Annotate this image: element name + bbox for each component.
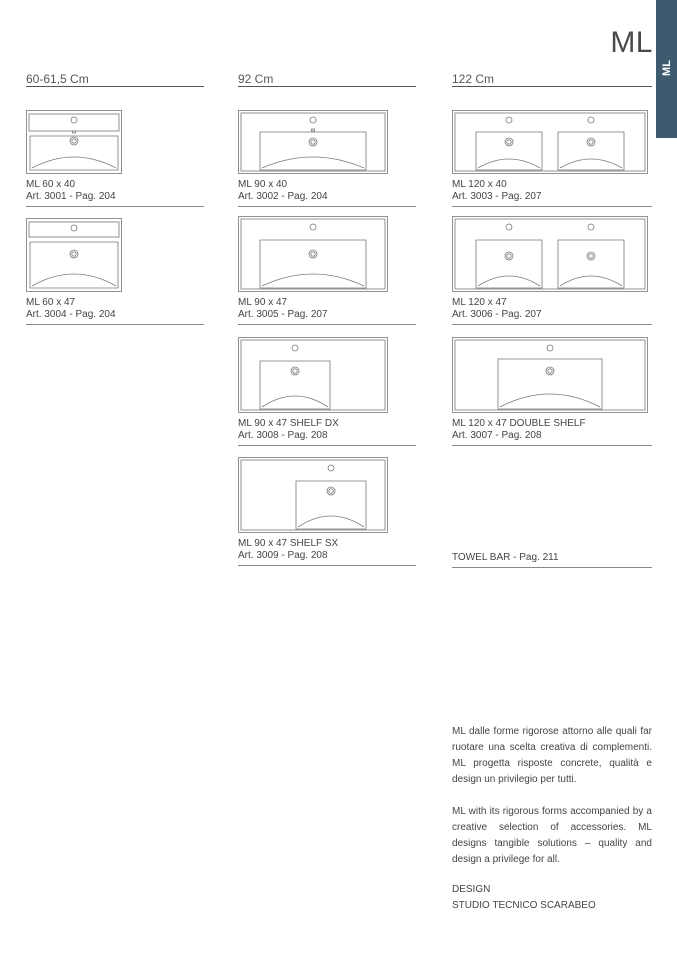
basin-drawing <box>238 216 388 292</box>
product-item <box>26 218 204 325</box>
basin-drawing <box>452 216 648 292</box>
divider <box>452 567 652 568</box>
product-ref: Art. 3007 - Pag. 208 <box>452 430 542 441</box>
description-italian: ML dalle forme rigorose attorno alle quali far ruotare una scelta creativa di complementi. ML progetta risposte concrete, qualità e design un privilegio per tutti. <box>452 726 652 785</box>
basin-drawing <box>26 218 122 292</box>
basin-drawing <box>238 457 388 533</box>
divider <box>452 206 652 207</box>
product-ref: Art. 3002 - Pag. 204 <box>238 191 328 202</box>
product-item <box>238 110 416 207</box>
product-ref: Art. 3009 - Pag. 208 <box>238 550 328 561</box>
column-header-60: 60-61,5 Cm <box>26 74 204 87</box>
product-ref: Art. 3005 - Pag. 207 <box>238 309 328 320</box>
product-ref: Art. 3006 - Pag. 207 <box>452 309 542 320</box>
product-ref: Art. 3001 - Pag. 204 <box>26 191 116 202</box>
product-item <box>452 216 652 325</box>
brand-title: ML <box>610 26 653 59</box>
product-name: ML 60 x 47 <box>26 297 76 308</box>
product-item <box>26 110 204 207</box>
product-name: ML 120 x 47 DOUBLE SHELF <box>452 418 586 429</box>
basin-drawing <box>452 337 648 413</box>
product-item <box>238 457 416 566</box>
basin-drawing <box>26 110 122 174</box>
side-tab-label: ML <box>660 60 673 76</box>
divider <box>238 206 416 207</box>
divider <box>26 206 204 207</box>
design-label: DESIGN <box>452 884 491 895</box>
product-name: ML 60 x 40 <box>26 179 76 190</box>
product-item <box>452 110 652 207</box>
product-item <box>238 337 416 446</box>
product-ref: Art. 3003 - Pag. 207 <box>452 191 542 202</box>
divider <box>452 445 652 446</box>
description-english: ML with its rigorous forms accompanied by a creative selection of accessories. ML designs tangible solutions – quality and design a privilege for all. <box>452 806 652 865</box>
divider <box>238 565 416 566</box>
product-name: ML 90 x 47 <box>238 297 288 308</box>
column-header-92: 92 Cm <box>238 74 416 87</box>
product-name: ML 90 x 47 SHELF SX <box>238 538 339 549</box>
divider <box>238 445 416 446</box>
product-item <box>452 337 652 446</box>
basin-drawing <box>238 110 388 174</box>
basin-drawing <box>238 337 388 413</box>
basin-drawing <box>452 110 648 174</box>
design-studio: STUDIO TECNICO SCARABEO <box>452 900 596 911</box>
product-name: ML 120 x 40 <box>452 179 507 190</box>
product-ref: Art. 3004 - Pag. 204 <box>26 309 116 320</box>
product-name: ML 120 x 47 <box>452 297 507 308</box>
product-name: ML 90 x 40 <box>238 179 288 190</box>
column-header-122: 122 Cm <box>452 74 652 87</box>
towel-bar-label: TOWEL BAR - Pag. 211 <box>452 552 559 563</box>
product-ref: Art. 3008 - Pag. 208 <box>238 430 328 441</box>
product-item <box>238 216 416 325</box>
divider <box>452 324 652 325</box>
side-tab <box>656 0 677 138</box>
divider <box>238 324 416 325</box>
product-name: ML 90 x 47 SHELF DX <box>238 418 339 429</box>
divider <box>26 324 204 325</box>
towel-bar-item <box>452 552 652 568</box>
